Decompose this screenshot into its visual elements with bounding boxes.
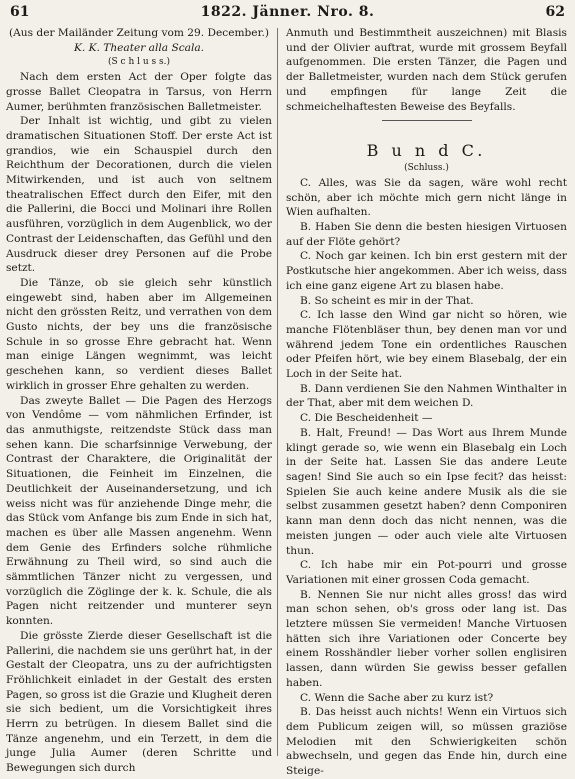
section-rule <box>382 120 472 121</box>
issue-title: 1822. Jänner. Nro. 8. <box>200 4 375 20</box>
dialogue-line: C. Wenn die Sache aber zu kurz ist? <box>300 691 494 704</box>
end-note: (S c h l u s s.) <box>108 57 170 68</box>
dialogue-line: B. Haben Sie denn die besten hiesigen Virtuosen auf der Flöte gehört? <box>286 221 567 248</box>
dialogue-line: C. Noch gar keinen. Ich bin erst gestern mit der Postkutsche hier angekommen. Aber ich weiss, dass ich eine ganz eigene Art zu blasen habe. <box>286 250 567 292</box>
dialogue-line: B. Das heisst auch nichts! Wenn ein Virtuos sich dem Publicum zeigen will, so müssen graziöse Melodien mit den Schwierigkeiten schön abwechseln, und gegen das Ende hin, durch eine Steige- <box>286 706 567 778</box>
section-title: B u n d C. <box>366 141 487 161</box>
source-line: (Aus der Mailänder Zeitung vom 29. December.) <box>9 27 269 39</box>
page-number-right: 62 <box>545 4 565 20</box>
section-note: (Schluss.) <box>404 163 449 174</box>
paragraph: Nach dem ersten Act der Oper folgte das grosse Ballet Cleopatra in Tarsus, von Herrn Aumer, berühmten französischen Balletmeister. <box>6 71 272 113</box>
dialogue-line: C. Ich lasse den Wind gar nicht so hören, wie manche Flötenbläser thun, bey denen man vor und während jedem Tone ein ordentliches Rauschen oder Pfeifen hört, wie bey einem Blasebalg, der ein Loch in der Seite hat. <box>286 309 567 381</box>
right-column <box>286 26 567 779</box>
paragraph: Das zweyte Ballet — Die Pagen des Herzogs von Vendôme — vom nähmlichen Erfinder, ist das anmuthigste, reitzendste Stück dass man sehen kann. Die scharfsinnige Verwebung, der Contrast der Charaktere, die Originalität der Situationen, die Feinheit im Einzelnen, die Deutlichkeit der Auseinandersetzung, und ich weiss nicht was für anziehende Dinge mehr, die das Stück vom Anfange bis zum Ende in sich hat, machen es über alle Massen angenehm. Wenn dem Genie des Erfinders solche rühmliche Erwähnung zu Theil wird, so sind auch die sämmtlichen Tänzer nicht zu vergessen, und vorzüglich die Zöglinge der k. k. Schule, die als Pagen nicht reitzender und munterer seyn konnten. <box>6 394 272 628</box>
column-divider <box>277 28 278 756</box>
dialogue-line: B. Dann verdienen Sie den Nahmen Winthalter in der That, aber mit dem weichen D. <box>286 382 567 410</box>
dialogue-line: B. Nennen Sie nur nicht alles gross! das wird man schon sehen, ob's gross oder lang ist. Das letztere müssen Sie vermeiden! Manche Virtuosen hätten sich ihre Variationen oder Concerte bey einem Rosshändler lieber vorher sollen englisiren lassen, dann würden Sie gewiss besser gefallen haben. <box>286 588 567 689</box>
dialogue-line: B. So scheint es mir in der That. <box>300 294 474 307</box>
dialogue-line: C. Die Bescheidenheit — <box>300 412 433 425</box>
paragraph: Die grösste Zierde dieser Gesellschaft ist die Pallerini, die nachdem sie uns gerührt hat, in der Gestalt der Cleopatra, uns zu der aufrichtigsten Fröhlichkeit einladet in der Gestalt des ersten Pagen, so gross ist die Grazie und Klugheit deren sie sich bedient, um die Vorsichtigkeit ihres Herrn zu betrügen. In diesem Ballet sind die Tänze angenehm, und ein Terzett, in dem die junge Julia Aumer (deren Schritte und Bewegungen sich durch <box>6 629 272 775</box>
page-number-left: 61 <box>10 4 30 20</box>
dialogue-line: C. Ich habe mir ein Pot-pourri und grosse Variationen mit einer grossen Coda gemacht. <box>286 559 567 586</box>
continuation-paragraph: Anmuth und Bestimmtheit auszeichnen) mit Blasis und der Olivier auftrat, wurde mit grossem Beyfall aufgenommen. Die ersten Tänzer, die Pagen und der Balletmeister, wurden nach dem Stück gerufen und empfingen für lange Zeit die schmeichelhaftesten Beweise des Beyfalls. <box>286 27 567 113</box>
paragraph: Die Tänze, ob sie gleich sehr künstlich eingewebt sind, haben aber im Allgemeinen nicht den grössten Reitz, und verrathen von dem Gusto nichts, der bey uns die französische Schule in so grosse Ehre gebracht hat. Wenn man einige Längen wegnimmt, was leicht geschehen kann, so verdient dieses Ballet wirklich in grosser Ehre gehalten zu werden. <box>6 276 272 392</box>
dialogue-line: C. Alles, was Sie da sagen, wäre wohl recht schön, aber ich möchte mich gern nicht länge in Wien aufhalten. <box>286 176 567 219</box>
paragraph: Der Inhalt ist wichtig, und gibt zu vielen dramatischen Situationen Stoff. Der erste Act ist grandios, wie ein Schauspiel durch den Reichthum der Decorationen, durch die vielen Mitwirkenden, und ist auch von seltnem theatralischen Effect durch den Eifer, mit den die Pallerini, die Bocci und Molinari ihre Rollen ausführen, vorzüglich in dem Augenblick, wo der Contrast der Leidenschaften, das Gefühl und den Ausdruck dieser drey Personen auf die Probe setzt. <box>6 115 272 275</box>
left-column <box>6 26 272 776</box>
page-header <box>10 4 565 26</box>
theater-heading: K. K. Theater alla Scala. <box>73 41 205 54</box>
dialogue-line: B. Halt, Freund! — Das Wort aus Ihrem Munde klingt gerade so, wie wenn ein Blasebalg ein Loch in der Seite hat. Lassen Sie das andere Leute sagen! Sind Sie auch so ein Ipse fecit? das heisst: Spielen Sie auch keine andere Musik als die sie selbst zusammen gesetzt haben? denn Componiren kann man denn doch das nicht nennen, was die meisten jungen — oder auch viele alte Virtuosen thun. <box>286 426 567 557</box>
